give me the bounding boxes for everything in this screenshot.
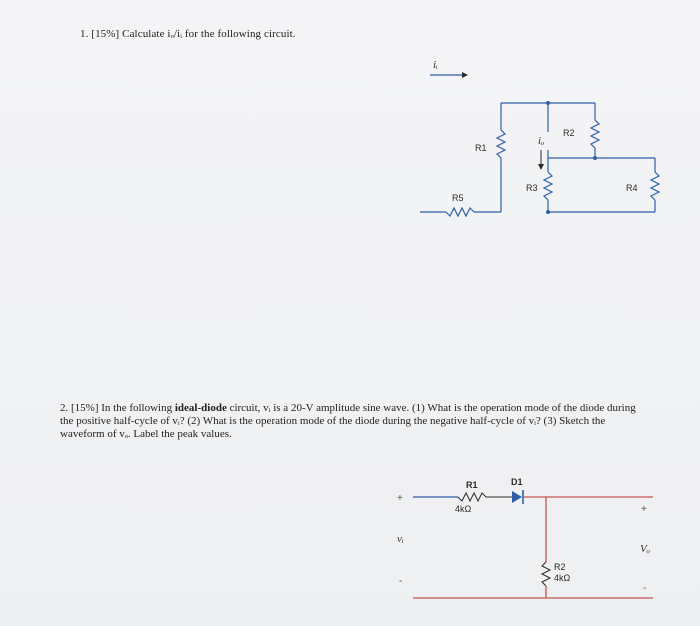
label-r2-value: 4kΩ (554, 573, 571, 583)
label-d1: D1 (511, 477, 523, 487)
label-r3: R3 (526, 183, 538, 193)
question-2-body: circuit, vᵢ is a 20-V amplitude sine wave. (1) What is the operation mode of the diode during the positive half-cycle of vᵢ? (2) What is the operation mode of the diode during the negative half-cycle of vᵢ? (3) Sketch the waveform of vₒ. Label the peak values. (60, 402, 636, 440)
question-2-number: 2. [15%] In the following (60, 402, 175, 414)
resistor-r2 (542, 562, 550, 586)
question-2-bold: ideal-diode (174, 402, 227, 414)
label-r1-value: 4kΩ (455, 504, 472, 514)
label-r1: R1 (466, 480, 478, 490)
label-r1: R1 (475, 143, 487, 153)
resistor-r1 (458, 493, 486, 501)
plus-left: + (397, 493, 403, 504)
label-vo: Vₒ (640, 543, 650, 555)
label-vi: vᵢ (397, 533, 404, 545)
minus-left: - (399, 576, 403, 587)
question-1-text: 1. [15%] Calculate iₒ/iᵢ for the following circuit. (80, 28, 296, 40)
label-i-in: iᵢ (433, 59, 438, 71)
label-r5: R5 (452, 193, 464, 203)
diode-icon (512, 491, 522, 503)
label-r2: R2 (554, 562, 566, 572)
plus-right: + (641, 504, 647, 515)
label-i-out: iₒ (538, 135, 545, 147)
label-r2: R2 (563, 128, 575, 138)
label-r4: R4 (626, 183, 638, 193)
minus-right: - (643, 583, 647, 594)
